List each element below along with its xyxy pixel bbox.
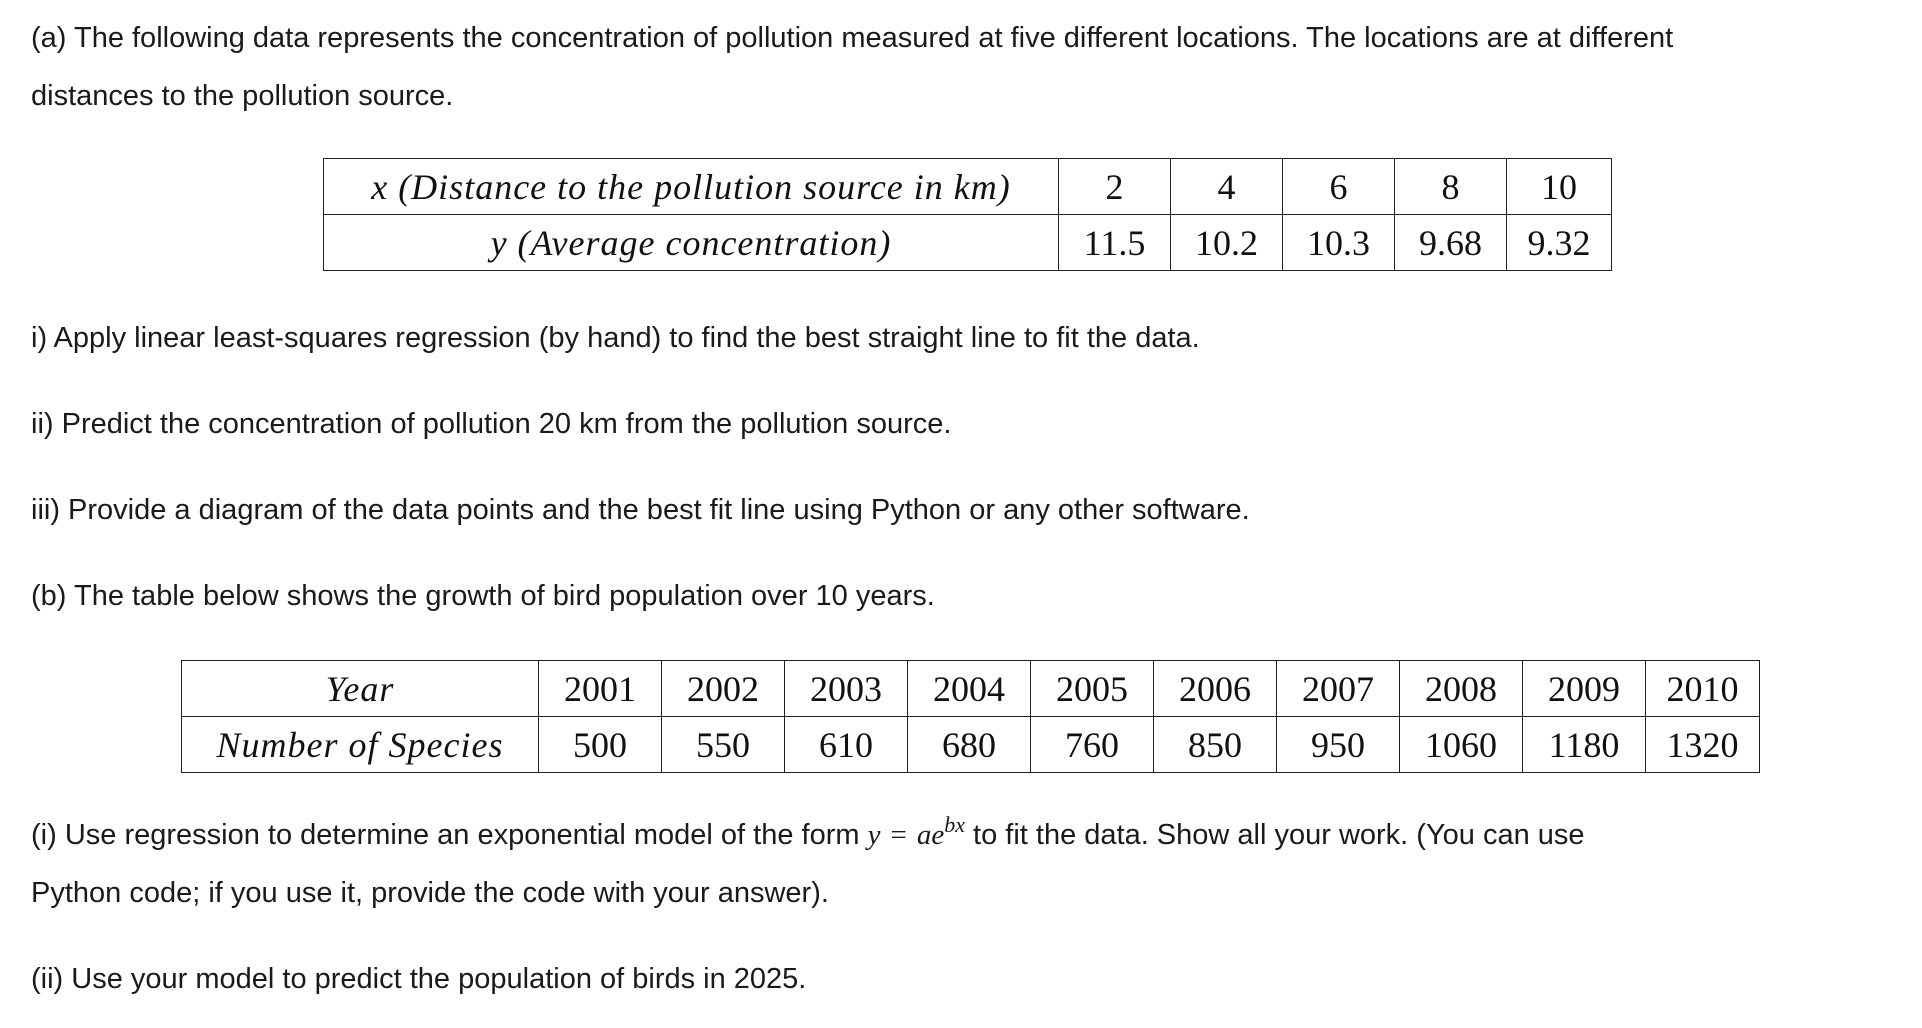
- bird-year-cell: 2005: [1031, 661, 1154, 717]
- bird-species-cell: 1320: [1646, 717, 1760, 773]
- formula-base: ae: [916, 819, 945, 851]
- bird-species-cell: 950: [1277, 717, 1400, 773]
- pollution-y-cell: 9.68: [1395, 215, 1507, 271]
- part-b-question-i-text-end: to fit the data. Show all your work. (You can use: [964, 819, 1585, 851]
- bird-species-cell: 610: [785, 717, 908, 773]
- part-b-question-i-text: (i) Use regression to determine an exponential model of the form: [31, 819, 868, 851]
- part-a-intro-line-2: distances to the pollution source.: [31, 80, 454, 112]
- pollution-x-cell: 2: [1059, 159, 1171, 215]
- part-b-question-i-line-1: [31, 806, 1585, 864]
- pollution-table-row-y: [324, 215, 1612, 271]
- part-a-question-i: i) Apply linear least-squares regression (by hand) to find the best straight line to fit the data.: [31, 322, 1200, 354]
- pollution-x-cell: 4: [1171, 159, 1283, 215]
- bird-population-table: [181, 660, 1760, 773]
- bird-year-cell: 2004: [908, 661, 1031, 717]
- bird-species-cell: 760: [1031, 717, 1154, 773]
- bird-year-cell: 2001: [539, 661, 662, 717]
- part-b-question-i-line-2: Python code; if you use it, provide the code with your answer).: [31, 877, 829, 909]
- pollution-x-cell: 10: [1507, 159, 1612, 215]
- bird-table-row-year: [182, 661, 1760, 717]
- pollution-y-label: y (Average concentration): [324, 215, 1059, 271]
- part-a-intro-line-1: (a) The following data represents the concentration of pollution measured at five different locations. The locations are at different: [31, 22, 1674, 54]
- bird-year-cell: 2008: [1400, 661, 1523, 717]
- formula-y: y: [867, 819, 881, 851]
- bird-species-cell: 1180: [1523, 717, 1646, 773]
- bird-table-row-species: [182, 717, 1760, 773]
- bird-year-cell: 2009: [1523, 661, 1646, 717]
- formula-exponent: bx: [944, 812, 965, 837]
- pollution-y-cell: 9.32: [1507, 215, 1612, 271]
- pollution-table-row-x: [324, 159, 1612, 215]
- bird-year-cell: 2002: [662, 661, 785, 717]
- bird-species-label: Number of Species: [182, 717, 539, 773]
- bird-species-cell: 500: [539, 717, 662, 773]
- pollution-table: [323, 158, 1612, 271]
- bird-year-cell: 2003: [785, 661, 908, 717]
- bird-species-cell: 850: [1154, 717, 1277, 773]
- bird-year-cell: 2006: [1154, 661, 1277, 717]
- part-a-question-ii: ii) Predict the concentration of pollution 20 km from the pollution source.: [31, 408, 952, 440]
- pollution-y-cell: 10.2: [1171, 215, 1283, 271]
- part-a-question-iii: iii) Provide a diagram of the data points and the best fit line using Python or any other software.: [31, 494, 1250, 526]
- bird-year-cell: 2007: [1277, 661, 1400, 717]
- pollution-y-cell: 10.3: [1283, 215, 1395, 271]
- bird-species-cell: 1060: [1400, 717, 1523, 773]
- bird-year-cell: 2010: [1646, 661, 1760, 717]
- pollution-x-cell: 6: [1283, 159, 1395, 215]
- part-b-intro: (b) The table below shows the growth of bird population over 10 years.: [31, 580, 935, 612]
- pollution-x-label: x (Distance to the pollution source in km): [324, 159, 1059, 215]
- formula-equals: =: [890, 819, 907, 851]
- bird-species-cell: 550: [662, 717, 785, 773]
- pollution-y-cell: 11.5: [1059, 215, 1171, 271]
- bird-species-cell: 680: [908, 717, 1031, 773]
- part-b-question-ii: (ii) Use your model to predict the population of birds in 2025.: [31, 963, 807, 995]
- bird-year-label: Year: [182, 661, 539, 717]
- pollution-x-cell: 8: [1395, 159, 1507, 215]
